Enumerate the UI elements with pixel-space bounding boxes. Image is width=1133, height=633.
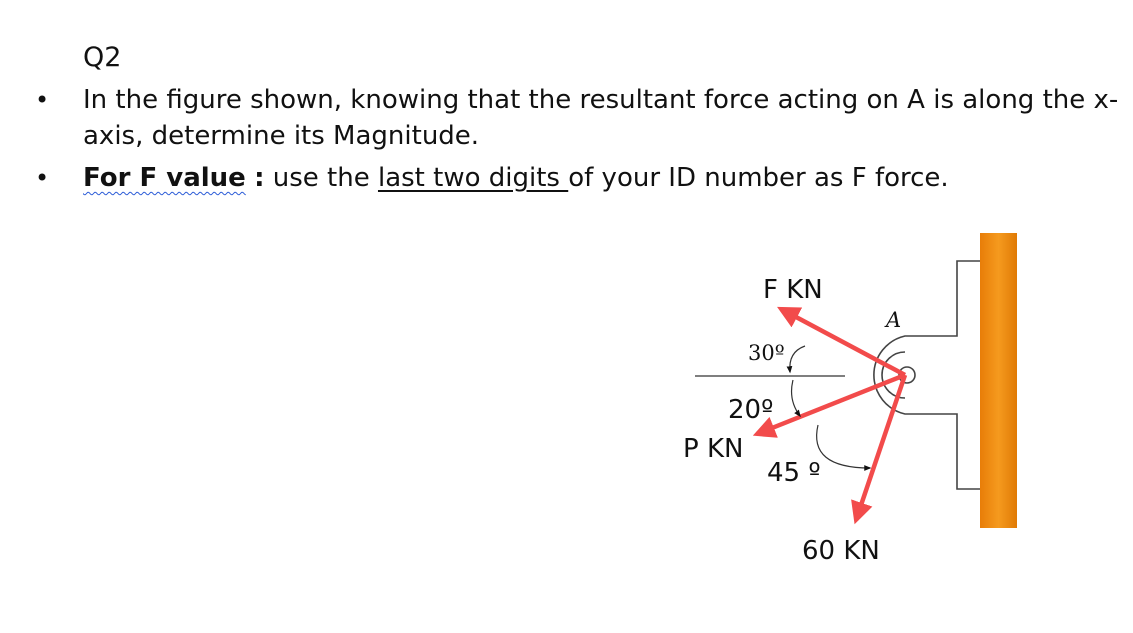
force-f-label: F KN [763,275,823,305]
bullet-text-2b: of your ID number as F force. [568,163,949,193]
bullet-text-1: In the figure shown, knowing that the resultant force acting on A is along the x-axis, determine its Magnitude. [83,85,1119,151]
f-value-colon: : [254,163,265,193]
bullet-dot-icon: • [35,164,50,192]
f-value-label: For F value [83,163,246,193]
last-two-digits-text: last two digits [377,163,569,193]
angle-30-arc [790,346,805,372]
wall [980,233,1017,528]
angle-30-label: 30º [748,341,785,365]
bracket [931,261,980,489]
angle-20-label: 20º [728,395,774,425]
force-p-arrow [757,375,905,434]
angle-20-arc [792,380,800,416]
bullet-text-2a: use the [264,163,378,193]
bullet-dot-icon: • [35,86,50,114]
point-a-label: A [886,308,902,332]
angle-45-label: 45 º [767,458,821,488]
angle-45-arc [817,425,870,468]
force-60-label: 60 KN [802,536,880,566]
force-p-label: P KN [683,434,744,464]
question-title: Q2 [83,42,122,73]
